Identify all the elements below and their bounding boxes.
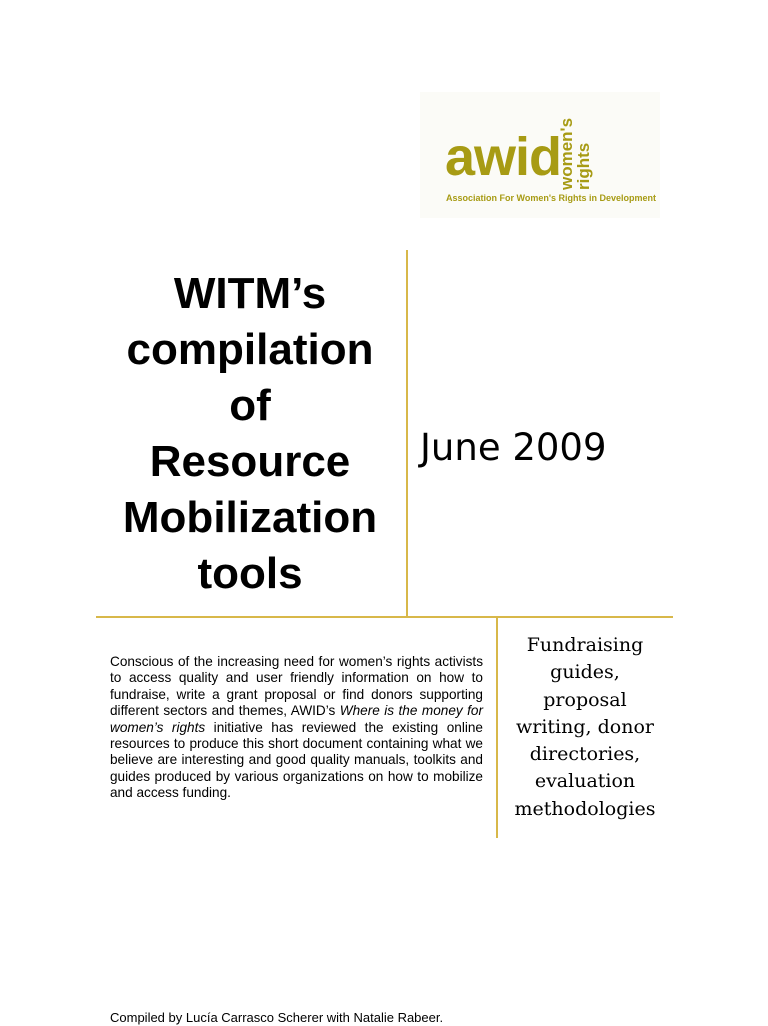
credits-line: Compiled by Lucía Carrasco Scherer with Natalie Rabeer. [110, 1010, 444, 1025]
topic-line: methodologies [514, 797, 656, 820]
topic-line: guides, [550, 661, 620, 684]
logo-tagline: Association For Women's Rights in Development [446, 193, 657, 203]
title-line: tools [197, 549, 303, 598]
title-line: Resource [149, 437, 351, 486]
horizontal-divider [96, 616, 673, 618]
title-line: compilation [126, 325, 374, 374]
title-line: Mobilization [122, 493, 378, 542]
topic-line: evaluation [534, 770, 636, 793]
logo-wordmark: awid [445, 127, 562, 187]
logo-vertical-line-1: women's [557, 117, 576, 190]
intro-text-part-1: Conscious of the increasing need for women’s rights activists to access quality and user friendly information on how to fundraise, write a grant proposal or find donors supporting different sectors and themes, AWID’s [110, 654, 483, 719]
publication-date: June 2009 [420, 426, 607, 469]
topic-line: proposal [543, 688, 627, 711]
vertical-divider-top [406, 250, 408, 616]
vertical-divider-bottom [496, 618, 498, 838]
topics-list [504, 632, 666, 823]
awid-logo [420, 92, 660, 218]
title-line: WITM’s [173, 269, 327, 318]
document-title [100, 266, 400, 602]
intro-initiative-name: Where is the money for women’s rights [110, 703, 483, 735]
topic-line: directories, [529, 743, 641, 766]
intro-text-part-2: initiative has reviewed the existing online resources to produce this short document containing what we believe are interesting and good quality manuals, toolkits and guides produced by various organizations on how to mobilize and access funding. [110, 719, 483, 801]
topic-line: Fundraising [526, 634, 644, 656]
logo-vertical-line-2: rights [574, 142, 593, 190]
topic-line: writing, donor [516, 715, 654, 738]
title-line: of [229, 381, 271, 430]
logo-vertical-text [558, 118, 592, 190]
intro-paragraph [110, 654, 483, 802]
